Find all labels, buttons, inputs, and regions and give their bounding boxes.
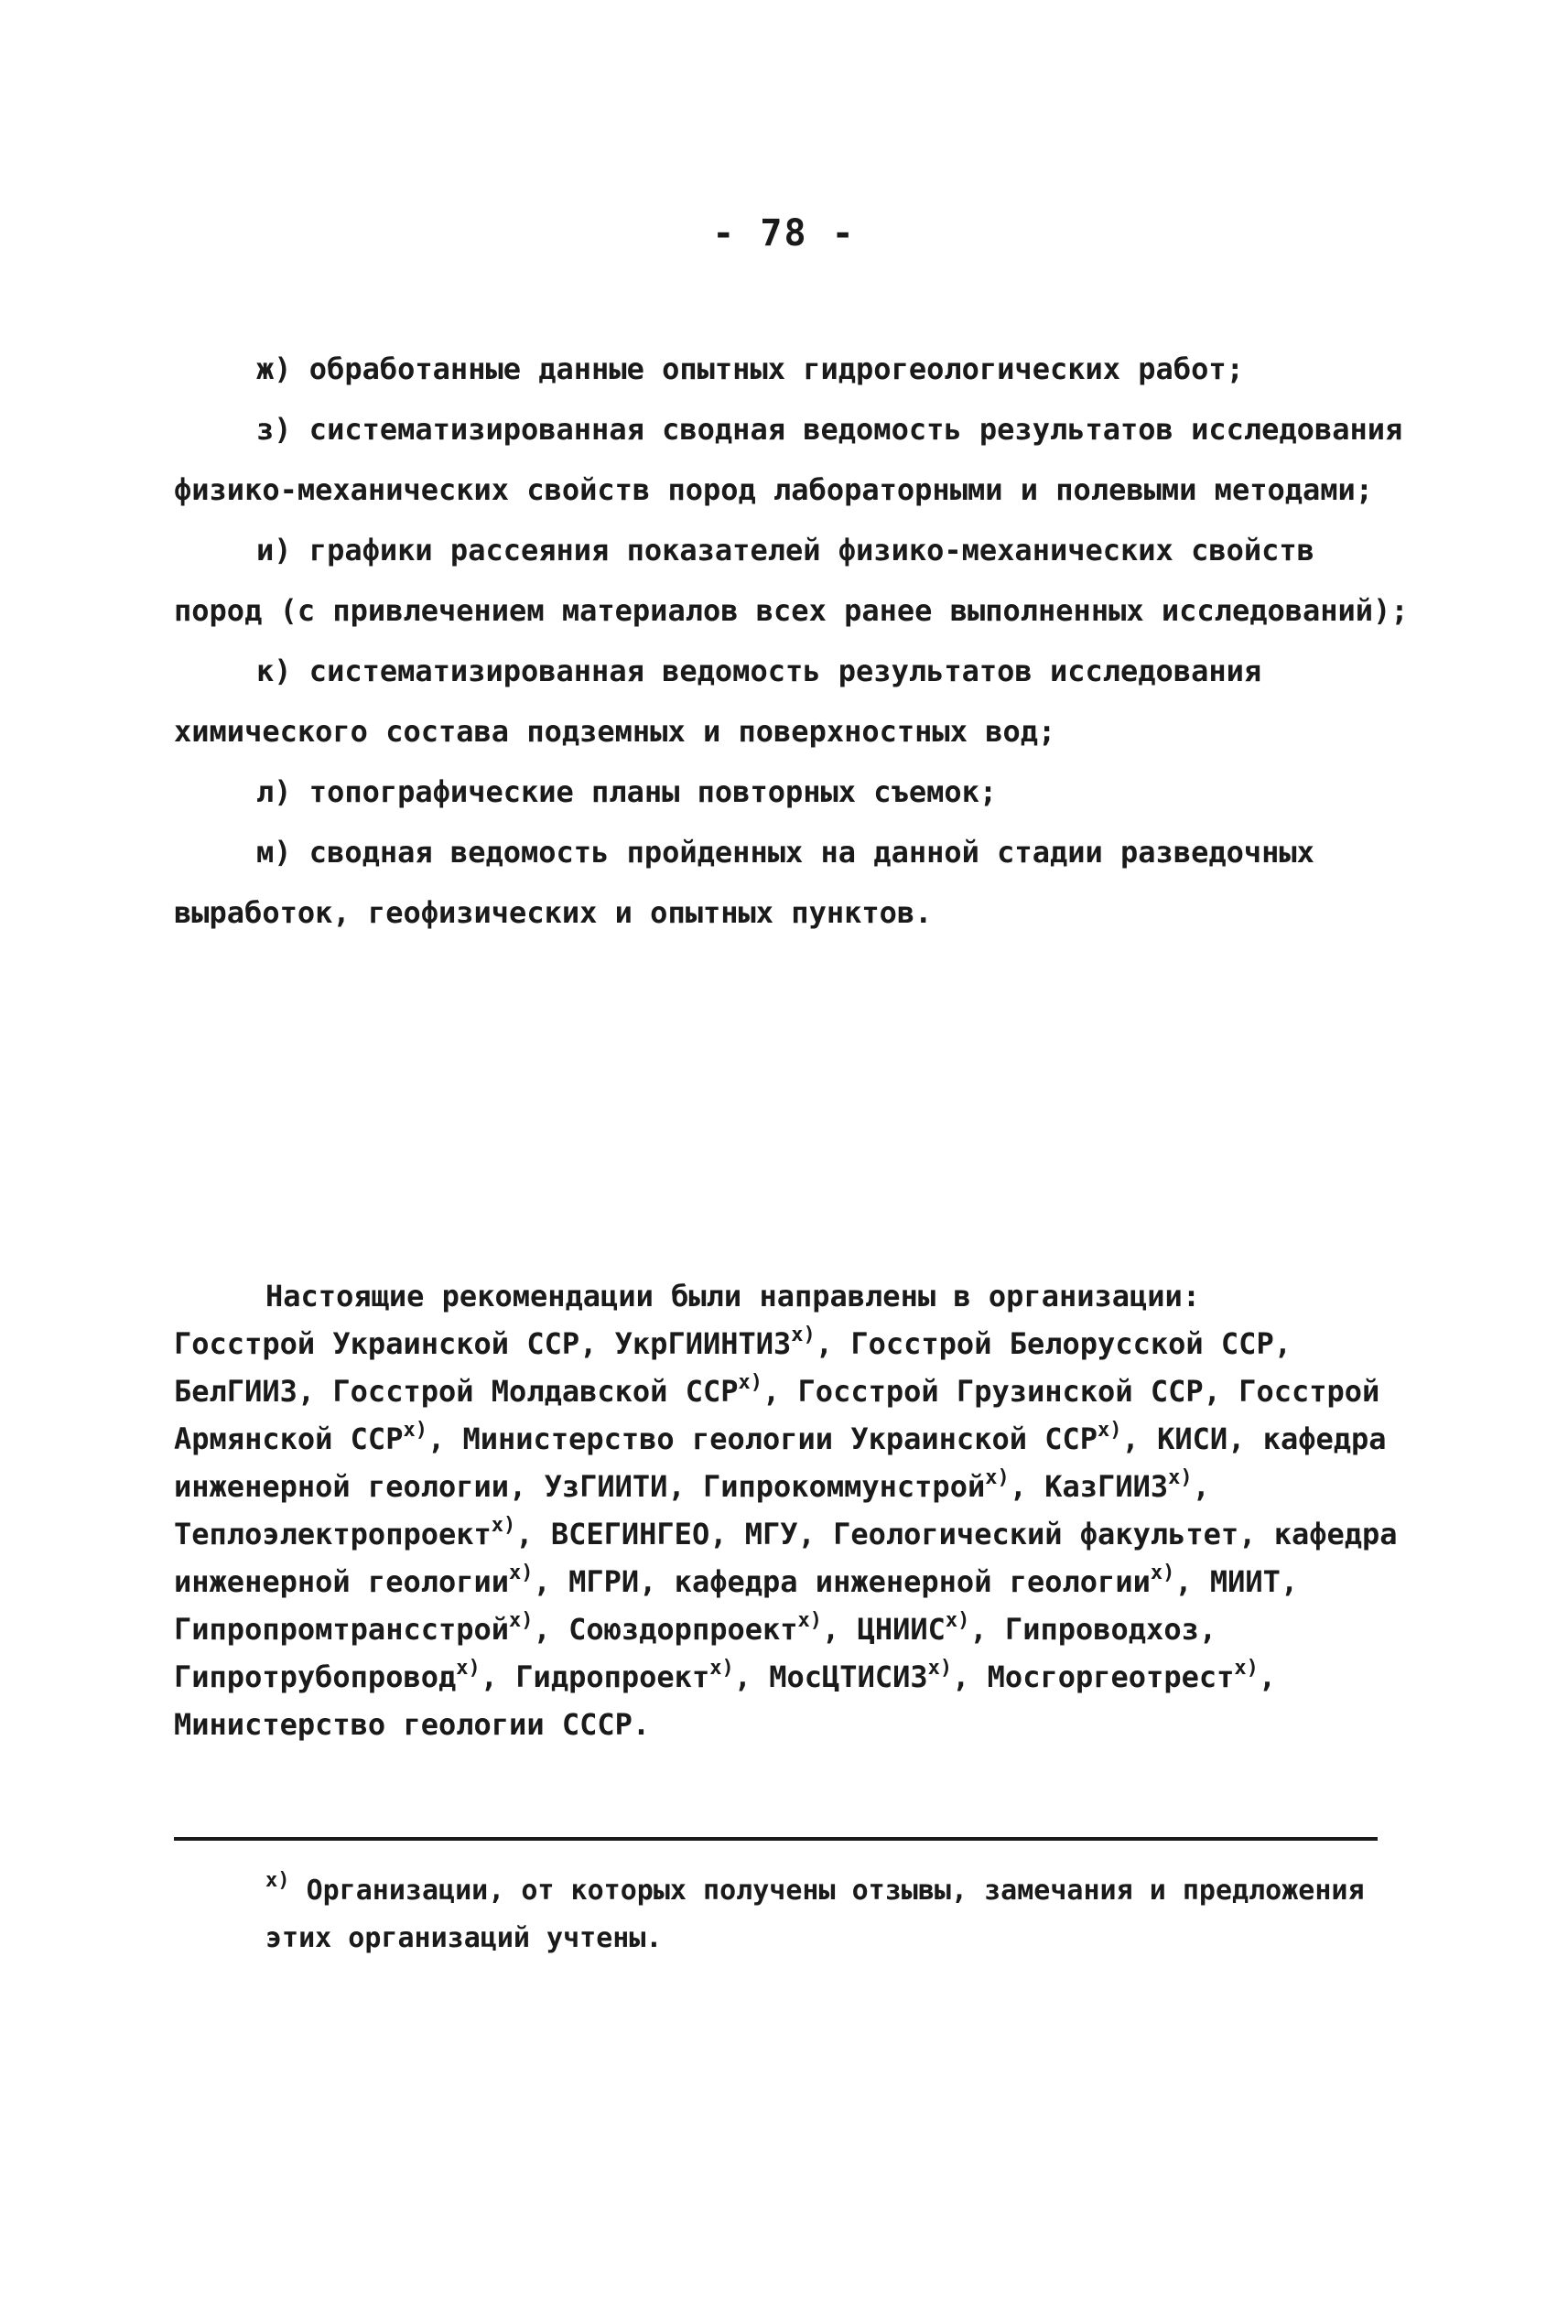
footnote-marker: x) <box>797 1609 823 1632</box>
footnote-marker: x) <box>1098 1419 1122 1442</box>
organization-name: Госстрой Грузинской ССР <box>797 1374 1204 1409</box>
footnote-marker: x) <box>1150 1562 1175 1584</box>
organization-name: Гидропроект <box>515 1659 710 1694</box>
organization-name: Гипрокоммунстрой <box>702 1469 986 1504</box>
footnote-marker: x) <box>403 1419 427 1442</box>
organization-name: Министерство геологии Украинской ССР <box>462 1421 1098 1456</box>
footnote-marker: x) <box>491 1514 516 1537</box>
footnote-marker: x) <box>927 1657 953 1680</box>
organization-name: Госстрой Молдавской ССР <box>332 1374 739 1409</box>
organization-name: ВСЕГИНГЕО <box>550 1517 710 1551</box>
list-item: м) сводная ведомость пройденных на данной стадии разведочных выработок, геофизических и опытных пунктов. <box>174 835 1314 930</box>
footnote-text <box>174 1867 1428 1962</box>
footnote-marker: x) <box>456 1657 481 1680</box>
organization-name: Гипропромтрансстрой <box>174 1612 510 1647</box>
footnote <box>174 1867 1428 1962</box>
organization-name: КИСИ, кафедра инженерной геологии <box>174 1421 1387 1504</box>
list-item: ж) обработанные данные опытных гидрогеологических работ; <box>256 351 1244 386</box>
page-number: - 78 - <box>712 212 856 254</box>
organization-name: Мосгоргеотрест <box>987 1659 1235 1694</box>
organization-name: Гипротрубопровод <box>174 1659 457 1694</box>
footnote-marker: x) <box>945 1609 970 1632</box>
organization-name: МИИТ <box>1209 1564 1281 1599</box>
organization-name: МГРИ, кафедра инженерной геологии <box>568 1564 1151 1599</box>
organizations-intro: Настоящие рекомендации были направлены в организации: <box>265 1279 1201 1313</box>
list-item: з) систематизированная сводная ведомость результатов исследования физико-механических свойств пород лабораторными и полевыми методами; <box>174 412 1403 507</box>
organization-name: ЦНИИС <box>857 1612 946 1647</box>
organization-name: МосЦТИСИЗ <box>769 1659 928 1694</box>
footnote-marker: x) <box>791 1324 816 1346</box>
organization-name: Министерство геологии СССР <box>174 1707 633 1742</box>
footnote-body: Организации, от которых получены отзывы, замечания и предложения этих организаций учтены. <box>265 1875 1365 1954</box>
organization-name: КазГИИЗ <box>1044 1469 1169 1504</box>
list-item: л) топографические планы повторных съемок; <box>256 774 998 809</box>
footnote-marker: x) <box>709 1657 734 1680</box>
organizations-section <box>174 1272 1428 1748</box>
organization-name: Госстрой Армянской ССР <box>174 1374 1380 1456</box>
list-item: и) графики рассеяния показателей физико-механических свойств пород (с привлечением материалов всех ранее выполненных исследований); <box>174 533 1409 628</box>
list-item: к) систематизированная ведомость результатов исследования химического состава подземных и поверхностных вод; <box>174 654 1262 749</box>
organizations-closing: . <box>632 1707 651 1742</box>
organization-name: Теплоэлектропроект <box>174 1517 492 1551</box>
organization-name: МГУ <box>744 1517 798 1551</box>
organization-name: Геологический факультет, кафедра инженерной геологии <box>174 1517 1398 1599</box>
footnote-marker: x) <box>738 1371 762 1394</box>
footnote-marker: x) <box>509 1562 534 1584</box>
organization-name: УзГИИТИ <box>544 1469 668 1504</box>
footnote-marker: x) <box>985 1466 1010 1489</box>
footnote-marker: x) <box>1168 1466 1193 1489</box>
footnote-marker: x) <box>1234 1657 1259 1680</box>
deliverables-list <box>174 339 1419 943</box>
footnote-separator <box>174 1837 1378 1841</box>
organization-name: Гипроводхоз <box>1004 1612 1199 1647</box>
organization-name: Госстрой Украинской ССР <box>174 1326 580 1361</box>
organization-name: БелГИИЗ <box>174 1374 297 1409</box>
footnote-marker: x) <box>265 1869 290 1892</box>
organization-name: УкрГИИНТИЗ <box>614 1326 792 1361</box>
footnote-marker: x) <box>509 1609 534 1632</box>
organizations-list: Госстрой Украинской ССР, УкрГИИНТИЗ$^{x)}$, Госстрой Белорусской ССР, БелГИИЗ, Госстрой Молдавской ССР$^{x)}$, Госстрой Грузинской ССР, Госстрой Армянской ССР$^{x)}$, Министерство геологии Украинской ССР$^{x)}$, КИСИ, кафедра инженерной геологии, УзГИИТИ, Гипрокоммунстрой$^{x)}$, КазГИИЗ$^{x)}$, Теплоэлектропроект$^{x)}$, ВСЕГИНГЕО, МГУ, Геологический факультет, кафедра инженерной геологии$^{x)}$, МГРИ, кафедра инженерной геологии$^{x)}$, МИИТ, Гипропромтрансстрой$^{x)}$, Союздорпроект$^{x)}$, ЦНИИС$^{x)}$, Гипроводхоз, Гипротрубопровод$^{x)}$, Гидропроект$^{x)}$, МосЦТИСИЗ$^{x)}$, Мосгоргеотрест$^{x)}$, Министерство геологии СССР. <box>174 1324 1398 1742</box>
organization-name: Союздорпроект <box>568 1612 798 1647</box>
organization-name: Госстрой Белорусской ССР <box>850 1326 1274 1361</box>
